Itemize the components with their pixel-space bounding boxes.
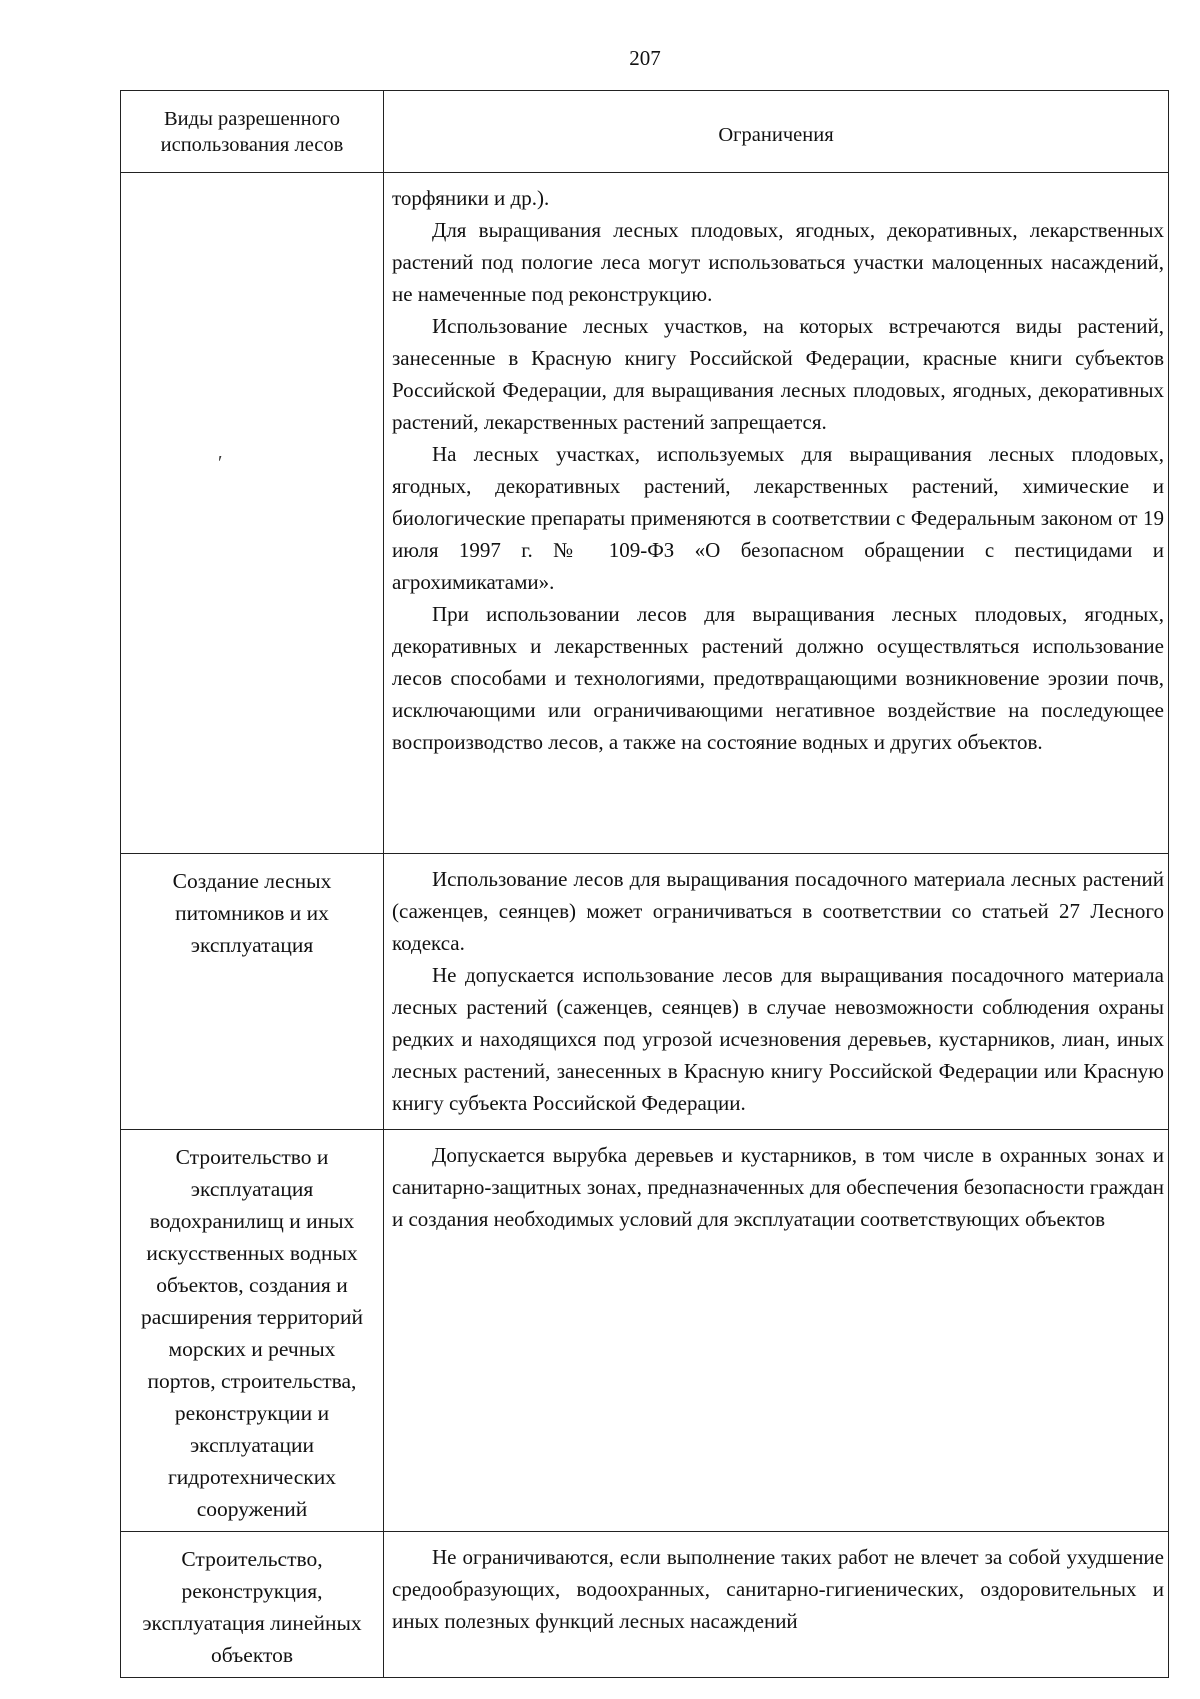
page-number: 207 xyxy=(629,46,661,70)
restriction-paragraph: При использовании лесов для выращивания лесных плодовых, ягодных, декоративных и лекарственных растений должно осуществляться использование лесов способами и технологиями, предотвращающими возникновение эрозии почв, исключающими или ограничивающими негативное воздействие на последующее воспроизводство лесов, а также на состояние водных и других объектов. xyxy=(392,602,1164,754)
restrictions-cell xyxy=(384,1130,1169,1532)
restrictions-cell xyxy=(384,854,1169,1130)
use-type-cell: Строительство и эксплуатация водохранилищ и иных искусственных водных объектов, создания и расширения территорий морских и речных портов, строительства, реконструкции и эксплуатации гидротехнических сооружений xyxy=(121,1130,384,1532)
use-type-cell: Создание лесных питомников и их эксплуатация xyxy=(121,854,384,1130)
restriction-paragraph: торфяники и др.). xyxy=(392,186,550,210)
restriction-paragraph: Использование лесов для выращивания посадочного материала лесных растений (саженцев, сеянцев) может ограничиваться в соответствии со статьей 27 Лесного кодекса. xyxy=(392,867,1164,955)
use-type-cell xyxy=(121,173,384,854)
table-header-row xyxy=(121,91,1169,173)
restrictions-table xyxy=(120,90,1169,1678)
restriction-paragraph: Использование лесных участков, на которых встречаются виды растений, занесенные в Красную книгу Российской Федерации, красные книги субъектов Российской Федерации, для выращивания лесных плодовых, ягодных, декоративных растений, лекарственных растений запрещается. xyxy=(392,314,1164,434)
restriction-paragraph: Не допускается использование лесов для выращивания посадочного материала лесных растений (саженцев, сеянцев) в случае невозможности соблюдения охраны редких и находящихся под угрозой исчезновения деревьев, кустарников, лиан, иных лесных растений, занесенных в Красную книгу Российской Федерации или Красную книгу субъекта Российской Федерации. xyxy=(392,963,1164,1115)
table-row xyxy=(121,1532,1169,1678)
restrictions-cell xyxy=(384,173,1169,854)
table-row xyxy=(121,854,1169,1130)
table-row xyxy=(121,173,1169,854)
restriction-paragraph: Допускается вырубка деревьев и кустарников, в том числе в охранных зонах и санитарно-защитных зонах, предназначенных для обеспечения безопасности граждан и создания необходимых условий для эксплуатации соответствующих объектов xyxy=(392,1143,1164,1231)
restriction-paragraph: Для выращивания лесных плодовых, ягодных, декоративных, лекарственных растений под пологие леса могут использоваться участки малоценных насаждений, не намеченные под реконструкцию. xyxy=(392,218,1164,306)
header-use-types: Виды разрешенного использования лесов xyxy=(121,91,384,173)
header-restrictions: Ограничения xyxy=(384,91,1169,173)
restriction-paragraph: Не ограничиваются, если выполнение таких работ не влечет за собой ухудшение средообразующих, водоохранных, санитарно-гигиенических, оздоровительных и иных полезных функций лесных насаждений xyxy=(392,1545,1164,1633)
table-row xyxy=(121,1130,1169,1532)
restriction-paragraph: На лесных участках, используемых для выращивания лесных плодовых, ягодных, декоративных растений, лекарственных растений, химические и биологические препараты применяются в соответствии с Федеральным законом от 19 июля 1997 г. № 109-ФЗ «О безопасном обращении с пестицидами и агрохимикатами». xyxy=(392,442,1164,594)
use-type-cell: Строительство, реконструкция, эксплуатация линейных объектов xyxy=(121,1532,384,1678)
scan-mark: ′ xyxy=(218,452,223,474)
restrictions-cell xyxy=(384,1532,1169,1678)
